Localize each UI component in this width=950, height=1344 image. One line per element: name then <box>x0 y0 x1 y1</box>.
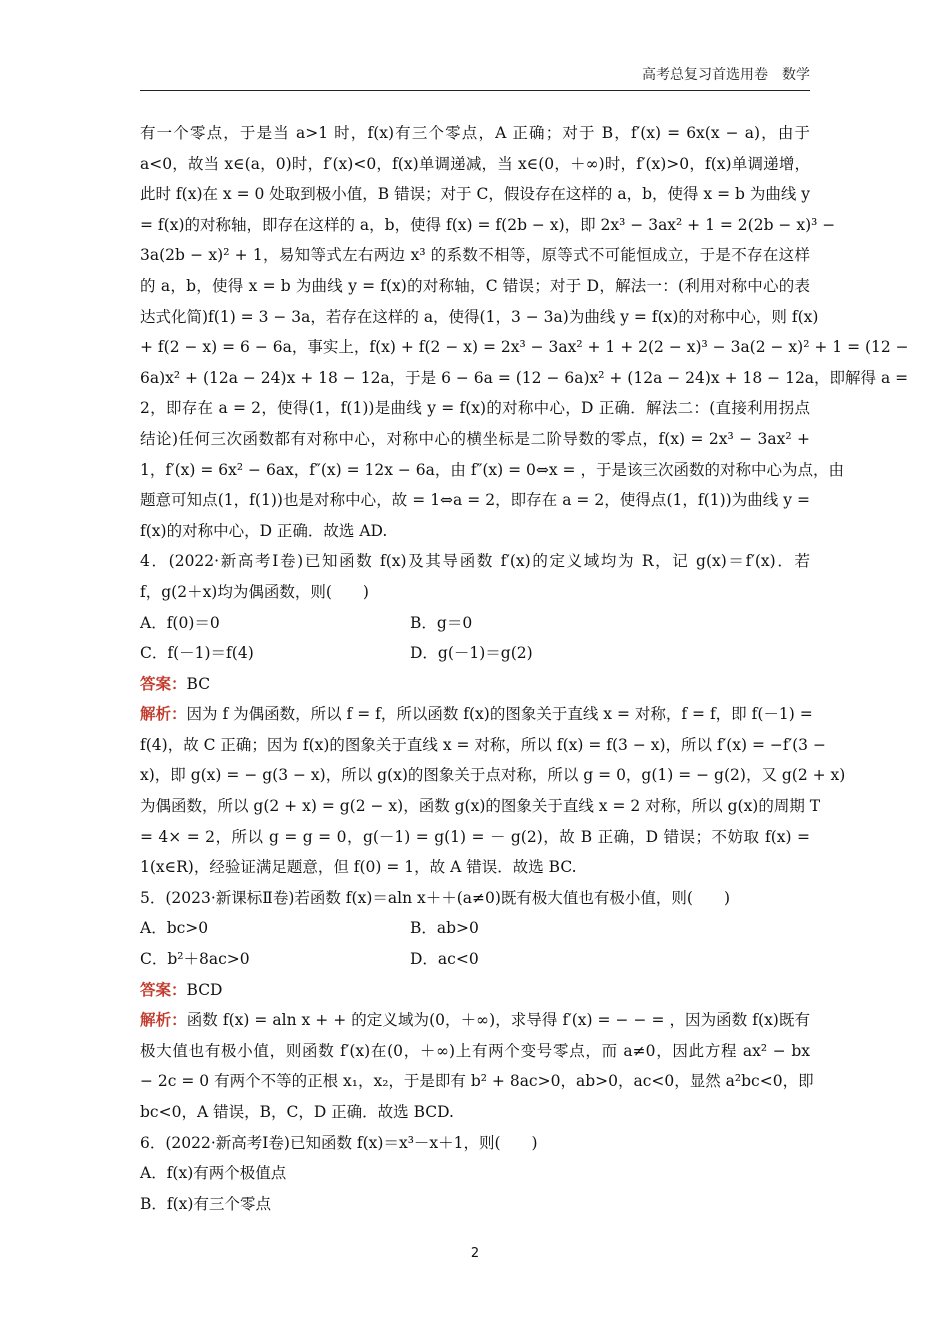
text-line: = 4× = 2，所以 g = g = 0，g(－1) = g(1) = － g(2)，故 B 正确，D 错误；不妨取 f(x) = <box>140 827 810 846</box>
header-title: 高考总复习首选用卷 数学 <box>642 67 810 83</box>
text-line: f(x)的对称中心，D 正确．故选 AD. <box>140 521 388 540</box>
answer-label: 答案： <box>140 674 187 693</box>
text-line: 题意可知点(1，f(1))也是对称中心，故 = 1⇔a = 2，即存在 a = 2，使得点(1，f(1))为曲线 y = <box>140 491 810 510</box>
option-c: C．f(－1)＝f(4) <box>140 644 254 663</box>
option-a: A．f(0)＝0 <box>140 613 220 632</box>
option-b: B．ab>0 <box>410 919 479 938</box>
options-row <box>140 944 810 975</box>
text-line: − 2c = 0 有两个不等的正根 x₁，x₂，于是即有 b² + 8ac>0，ab>0，ac<0，显然 a²bc<0，即 <box>140 1072 814 1091</box>
analysis-line <box>140 1005 810 1036</box>
text-line: 的 a，b，使得 x = b 为曲线 y = f(x)的对称轴，C 错误；对于 D，解法一：(利用对称中心的表 <box>140 276 810 295</box>
analysis-label: 解析： <box>140 705 187 724</box>
analysis-text: 函数 f(x) = aln x + + 的定义域为(0，＋∞)，求导得 f′(x) = − − = ，因为函数 f(x)既有 <box>186 1011 810 1030</box>
text-line: 3a(2b − x)² + 1，易知等式左右两边 x³ 的系数不相等，原等式不可能恒成立，于是不存在这样 <box>140 246 810 265</box>
option-b: B．f(x)有三个零点 <box>140 1194 271 1213</box>
text-line: 结论)任何三次函数都有对称中心，对称中心的横坐标是二阶导数的零点，f(x) = 2x³ − 3ax² + <box>140 429 810 448</box>
text-line: x)，即 g(x) = − g(3 − x)，所以 g(x)的图象关于点对称，所以 g = 0，g(1) = − g(2)，又 g(2 + x) <box>140 766 846 785</box>
question-stem: f，g(2＋x)均为偶函数，则( ) <box>140 582 369 601</box>
option-a: A．bc>0 <box>140 919 209 938</box>
answer-line <box>140 669 810 700</box>
text-line: 有一个零点，于是当 a>1 时，f(x)有三个零点，A 正确；对于 B，f′(x) = 6x(x − a)，由于 <box>140 124 810 142</box>
text-line: + f(2 − x) = 6 − 6a，事实上，f(x) + f(2 − x) = 2x³ − 3ax² + 1 + 2(2 − x)³ − 3a(2 − x)² + 1 = (12 − <box>140 338 909 357</box>
text-line: = f(x)的对称轴，即存在这样的 a，b，使得 f(x) = f(2b − x)，即 2x³ − 3ax² + 1 = 2(2b − x)³ − <box>140 215 836 234</box>
text-line: 6a)x² + (12a − 24)x + 18 − 12a，于是 6 − 6a = (12 − 6a)x² + (12a − 24)x + 18 − 12a，即解得 a = <box>140 368 909 387</box>
text-line: 此时 f(x)在 x = 0 处取到极小值，B 错误；对于 C，假设存在这样的 a，b，使得 x = b 为曲线 y <box>140 185 811 204</box>
question-stem: 6．(2022·新高考Ⅰ卷)已知函数 f(x)＝x³－x＋1，则( ) <box>140 1133 538 1152</box>
text-line: 极大值也有极小值，则函数 f′(x)在(0，＋∞)上有两个变号零点，而 a≠0，因此方程 ax² − bx <box>140 1041 810 1060</box>
text-line: 1，f′(x) = 6x² − 6ax，f″(x) = 12x − 6a，由 f″(x) = 0⇔x = ，于是该三次函数的对称中心为点，由 <box>140 460 844 479</box>
question-6 <box>140 1128 810 1220</box>
text-line: 2，即存在 a = 2，使得(1，f(1))是曲线 y = f(x)的对称中心，D 正确．解法二：(直接利用拐点 <box>140 399 810 418</box>
analysis-label: 解析： <box>140 1011 187 1030</box>
answer-line <box>140 975 810 1006</box>
options-row <box>140 638 810 669</box>
question-4 <box>140 546 846 883</box>
text-line: bc<0，A 错误，B，C，D 正确．故选 BCD. <box>140 1103 454 1121</box>
continuation-analysis <box>140 118 909 546</box>
question-stem: 4．(2022·新高考Ⅰ卷)已知函数 f(x)及其导函数 f′(x)的定义域均为 R，记 g(x)＝f′(x)．若 <box>140 552 810 571</box>
analysis-line <box>140 699 813 730</box>
question-5 <box>140 883 814 1128</box>
text-line: 1(x∈R)，经验证满足题意，但 f(0) = 1，故 A 错误．故选 BC. <box>140 858 577 877</box>
option-d: D．ac<0 <box>410 950 479 969</box>
page-number: 2 <box>470 1246 480 1261</box>
text-line: a<0，故当 x∈(a，0)时，f′(x)<0，f(x)单调递减，当 x∈(0，＋∞)时，f′(x)>0，f(x)单调递增， <box>140 154 810 173</box>
option-a: A．f(x)有两个极值点 <box>140 1164 287 1183</box>
options-row <box>140 913 810 944</box>
answer-label: 答案： <box>140 980 187 999</box>
text-line: 达式化简)f(1) = 3 − 3a，若存在这样的 a，使得(1，3 − 3a)为曲线 y = f(x)的对称中心，则 f(x) <box>140 307 819 326</box>
page-body <box>140 118 909 1219</box>
text-line: f(4)，故 C 正确；因为 f(x)的图象关于直线 x = 对称，所以 f(x) = f(3 − x)，所以 f′(x) = −f′(3 − <box>140 735 826 754</box>
option-c: C．b²＋8ac>0 <box>140 950 250 969</box>
option-d: D．g(－1)＝g(2) <box>410 644 533 663</box>
analysis-text: 因为 f 为偶函数，所以 f = f，所以函数 f(x)的图象关于直线 x = 对称，f = f，即 f(－1) = <box>186 705 813 724</box>
options-row <box>140 608 810 639</box>
question-stem: 5．(2023·新课标Ⅱ卷)若函数 f(x)＝aln x＋＋(a≠0)既有极大值也有极小值，则( ) <box>140 888 730 907</box>
option-b: B．g＝0 <box>410 613 473 632</box>
text-line: 为偶函数，所以 g(2 + x) = g(2 − x)，函数 g(x)的图象关于直线 x = 2 对称，所以 g(x)的周期 T <box>140 797 821 816</box>
answer-value: BC <box>186 674 211 693</box>
page-header <box>140 64 810 91</box>
answer-value: BCD <box>186 980 223 999</box>
